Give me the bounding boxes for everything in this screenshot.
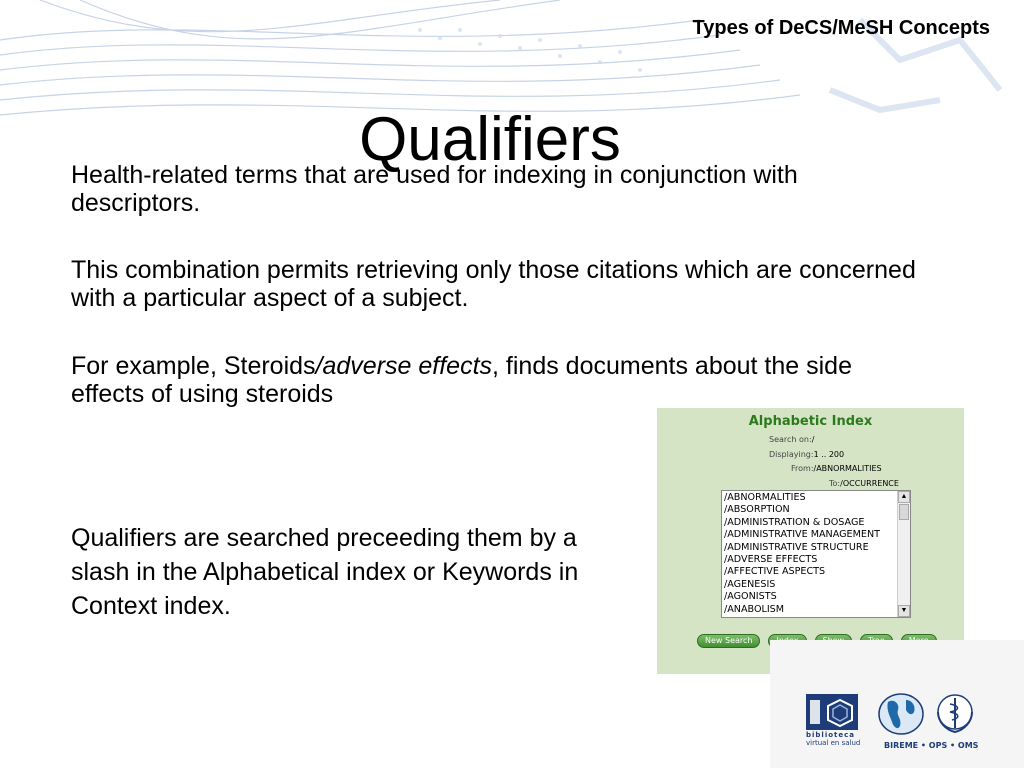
list-item[interactable]: /ADMINISTRATIVE MANAGEMENT <box>724 529 880 541</box>
qualifier-list <box>724 492 896 616</box>
paragraph-example <box>71 352 921 408</box>
example-text-start: For example, Steroids <box>71 352 316 380</box>
new-search-button[interactable]: New Search <box>697 634 760 648</box>
list-item[interactable]: /ABSORPTION <box>724 504 790 516</box>
bvs-line1: biblioteca <box>806 731 855 739</box>
who-emblem-icon <box>930 692 980 736</box>
list-item[interactable]: /AGENESIS <box>724 578 776 590</box>
search-on-value: / <box>811 435 815 444</box>
from-row <box>791 464 882 473</box>
example-text-end: , finds documents about the side effects of using steroids <box>71 352 852 408</box>
from-value: /ABNORMALITIES <box>813 464 882 473</box>
scroll-thumb[interactable] <box>899 504 909 520</box>
displaying-row <box>769 450 844 459</box>
list-item[interactable]: /ANABOLISM <box>724 603 785 615</box>
to-row <box>829 479 899 488</box>
example-qualifier: /adverse effects <box>315 352 493 380</box>
alphabetic-index-panel <box>657 408 964 674</box>
displaying-label: Displaying: <box>769 450 814 459</box>
list-item[interactable]: /ADMINISTRATION & DOSAGE <box>724 516 865 528</box>
paragraph-combination: This combination permits retrieving only those citations which are concerned with a particular aspect of a subject. <box>71 256 916 312</box>
scroll-down-icon[interactable]: ▼ <box>898 605 910 617</box>
bvs-logo-text <box>806 731 866 747</box>
list-item[interactable]: /AGONISTS <box>724 591 777 603</box>
to-label: To: <box>829 479 841 488</box>
slide-title: Qualifiers <box>359 105 621 174</box>
header-title: Types of DeCS/MeSH Concepts <box>692 17 990 39</box>
panel-title: Alphabetic Index <box>748 414 873 429</box>
displaying-value: 1 .. 200 <box>813 450 845 459</box>
paragraph-search-tip: Qualifiers are searched preceeding them by a slash in the Alphabetical index or Keywords in Context index. <box>71 524 579 620</box>
qualifier-listbox[interactable] <box>721 490 911 618</box>
list-item[interactable]: /ADVERSE EFFECTS <box>724 554 818 566</box>
search-on-row <box>769 435 814 444</box>
search-on-label: Search on: <box>769 435 812 444</box>
list-item[interactable]: /AFFECTIVE ASPECTS <box>724 566 826 578</box>
bvs-logo-icon <box>806 694 858 730</box>
to-value: /OCCURRENCE <box>840 479 899 488</box>
listbox-scrollbar[interactable] <box>897 491 910 617</box>
paragraph-definition: Health-related terms that are used for indexing in conjunction with descriptors. <box>71 161 798 217</box>
list-item[interactable]: /ABNORMALITIES <box>724 492 806 503</box>
organizations-text: BIREME • OPS • OMS <box>884 741 979 750</box>
bvs-line2: virtual en salud <box>806 739 861 747</box>
scroll-up-icon[interactable]: ▲ <box>898 491 910 503</box>
from-label: From: <box>791 464 814 473</box>
globe-icon <box>876 692 926 736</box>
list-item[interactable]: /ADMINISTRATIVE STRUCTURE <box>724 541 869 553</box>
